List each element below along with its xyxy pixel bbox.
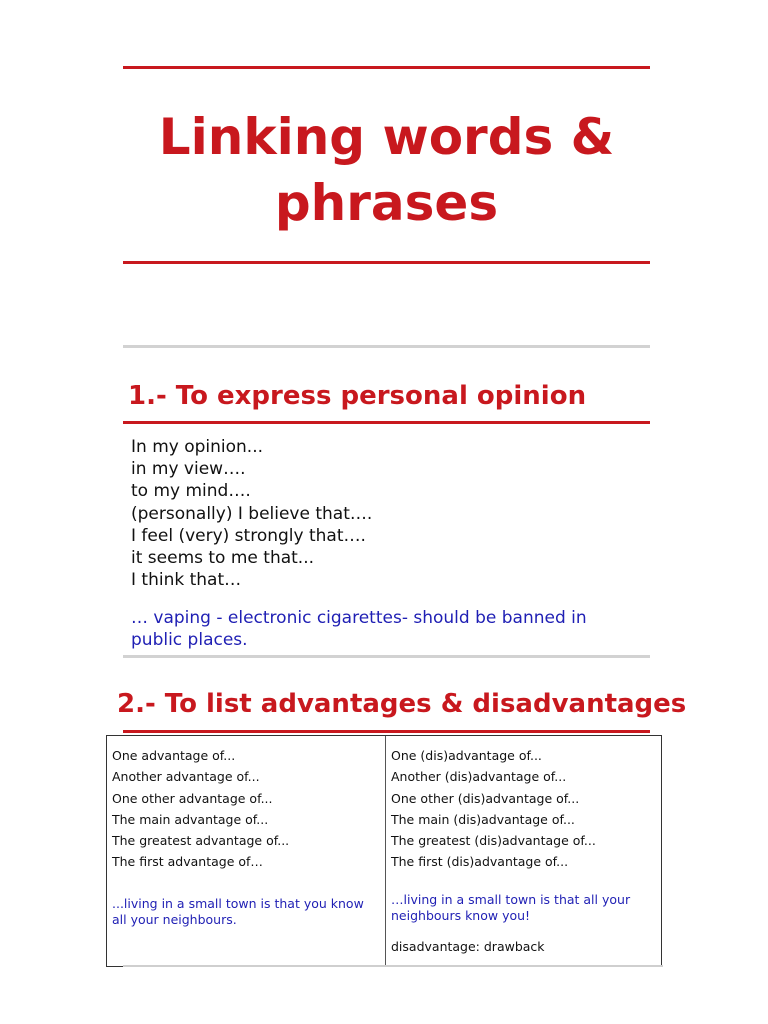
advantage-phrase: The first advantage of… bbox=[112, 854, 263, 870]
disadvantage-phrase-list bbox=[391, 745, 596, 873]
advantage-phrase: One advantage of... bbox=[112, 748, 236, 763]
advantages-table bbox=[106, 735, 662, 967]
table-bottom-divider bbox=[123, 965, 663, 967]
opinion-phrase: in my view…. bbox=[131, 459, 246, 480]
title-bottom-rule bbox=[123, 261, 650, 264]
section-1-top-divider bbox=[123, 345, 650, 348]
opinion-example-sentence: … vaping - electronic cigarettes- should be banned in public places. bbox=[131, 608, 587, 650]
page-title bbox=[123, 104, 650, 236]
disadvantage-synonym-note: disadvantage: drawback bbox=[391, 939, 545, 954]
section-1-heading: 1.- To express personal opinion bbox=[128, 381, 587, 411]
advantage-phrase: Another advantage of... bbox=[112, 769, 260, 785]
opinion-phrase: to my mind…. bbox=[131, 481, 251, 502]
disadvantage-phrase: One (dis)advantage of... bbox=[391, 748, 542, 763]
advantages-column bbox=[107, 736, 385, 966]
advantage-phrase: One other advantage of... bbox=[112, 790, 273, 806]
opinion-phrase: I think that… bbox=[131, 570, 242, 591]
disadvantage-phrase: The main (dis)advantage of... bbox=[391, 811, 575, 827]
disadvantage-phrase: The first (dis)advantage of... bbox=[391, 854, 569, 870]
disadvantage-phrase: One other (dis)advantage of... bbox=[391, 790, 580, 806]
disadvantage-example-sentence: …living in a small town is that all your neighbours know you! bbox=[391, 892, 631, 923]
opinion-phrase-list bbox=[131, 436, 651, 591]
title-top-rule bbox=[123, 66, 650, 69]
page-title-line-1: Linking words & bbox=[158, 108, 615, 166]
advantage-phrase: The greatest advantage of... bbox=[112, 833, 290, 849]
page-title-line-2: phrases bbox=[274, 174, 499, 232]
disadvantage-phrase: Another (dis)advantage of... bbox=[391, 769, 567, 785]
disadvantages-column bbox=[385, 736, 662, 966]
section-2-heading: 2.- To list advantages & disadvantages bbox=[117, 689, 687, 719]
advantage-example-sentence: ...living in a small town is that you know all your neighbours. bbox=[112, 896, 364, 927]
opinion-phrase: In my opinion... bbox=[131, 437, 264, 457]
section-2-heading-underline bbox=[123, 730, 650, 733]
opinion-phrase: I feel (very) strongly that…. bbox=[131, 525, 366, 546]
section-1-heading-underline bbox=[123, 421, 650, 424]
section-1-bottom-divider bbox=[123, 655, 650, 658]
opinion-phrase: it seems to me that... bbox=[131, 548, 315, 569]
advantage-phrase: The main advantage of... bbox=[112, 811, 269, 827]
disadvantage-phrase: The greatest (dis)advantage of... bbox=[391, 833, 596, 849]
opinion-phrase: (personally) I believe that…. bbox=[131, 503, 373, 524]
advantage-phrase-list bbox=[112, 745, 289, 873]
